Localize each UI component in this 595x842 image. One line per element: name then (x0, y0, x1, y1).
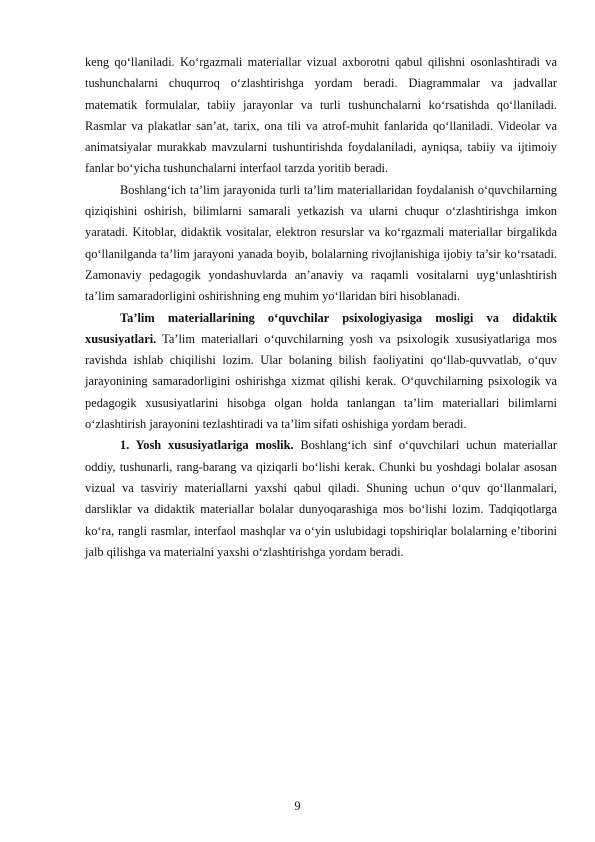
paragraph-psychology-section (85, 308, 557, 436)
paragraph-materials-usage (85, 180, 557, 308)
numbered-heading: 1. Yosh xususiyatlariga moslik. (120, 438, 294, 453)
paragraph-text: Ta’lim materiallari o‘quvchilarning yosh va psixologik xususiyatlariga mos ravishda ishlab chiqilishi lozim. Ular bolaning bilish faoliyatini qo‘llab-quvvatlab, o‘quv jarayonining samaradorligini oshirishga xizmat qilishi kerak. O‘quvchilarning psixologik va pedagogik xususiyatlarini hisobga olgan holda tanlangan ta’lim materiallari bilimlarni o‘zlashtirish jarayonini tezlashtiradi va ta’lim sifati oshishiga yordam beradi. (85, 331, 557, 432)
page-number: 9 (294, 799, 301, 813)
paragraph-text: Boshlang‘ich sinf o‘quvchilari uchun materiallar oddiy, tushunarli, rang-barang va qiziqarli bo‘lishi kerak. Chunki bu yoshdagi bolalar asosan vizual va tasviriy materiallarni yaxshi qabul qiladi. Shuning uchun o‘quv qo‘llanmalari, darsliklar va didaktik materiallar bolalar dunyoqarashiga mos bo‘lishi lozim. Tadqiqotlarga ko‘ra, rangli rasmlar, interfaol mashqlar va o‘yin uslubidagi topshiriqlar bolalarning e’tiborini jalb qilishga va materialni yaxshi o‘zlashtirishga yordam beradi. (85, 438, 557, 559)
section-heading: Ta’lim materiallarining o‘quvchilar psixologiyasiga mosligi va didaktik xususiyatlari. (85, 310, 557, 346)
paragraph-text: Boshlang‘ich ta’lim jarayonida turli ta’lim materiallaridan foydalanish o‘quvchilarning qiziqishini oshirish, bilimlarni samarali yetkazish va ularni chuqur o‘zlashtirishga imkon yaratadi. Kitoblar, didaktik vositalar, elektron resurslar va ko‘rgazmali materiallar birgalikda qo‘llanilganda ta’lim jarayoni yanada boyib, bolalarning rivojlanishiga ijobiy ta’sir ko‘rsatadi. Zamonaviy pedagogik yondashuvlarda an’anaviy va raqamli vositalarni uyg‘unlashtirish ta’lim samaradorligini oshirishning eng muhim yo‘llaridan biri hisoblanadi. (85, 182, 557, 304)
paragraph-text: keng qo‘llaniladi. Ko‘rgazmali materiallar vizual axborotni qabul qilishni osonlashtiradi va tushunchalarni chuqurroq o‘zlashtirishga yordam beradi. Diagrammalar va jadvallar matematik formulalar, tabiiy jarayonlar va turli tushunchalarni ko‘rsatishda qo‘llaniladi. Rasmlar va plakatlar san’at, tarix, ona tili va atrof-muhit fanlarida qo‘llaniladi. Videolar va animatsiyalar murakkab mavzularni tushuntirishda foydalaniladi, ayniqsa, tabiiy va ijtimoiy fanlar bo‘yicha tushunchalarni interfaol tarzda yoritib beradi. (85, 55, 557, 176)
paragraph-continuation (85, 52, 557, 180)
paragraph-age-suitability (85, 435, 557, 563)
page-body (85, 52, 557, 563)
